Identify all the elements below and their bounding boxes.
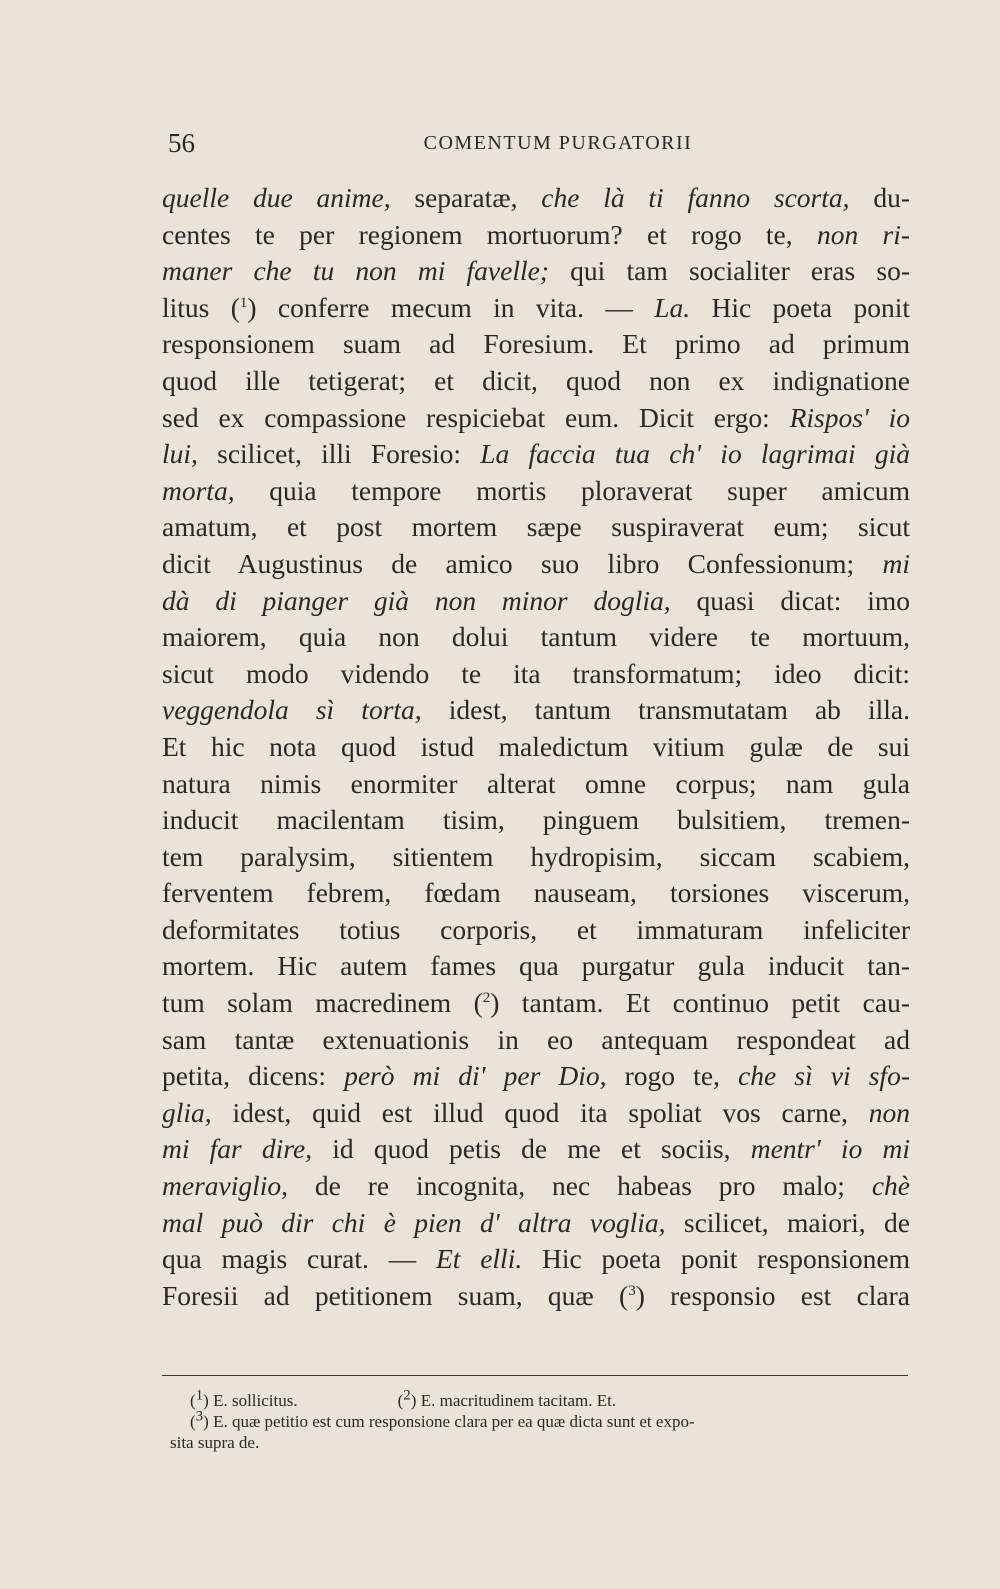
text-line	[162, 1058, 910, 1095]
text-run: petita, dicens:	[162, 1060, 345, 1092]
text-run: ) tantam. Et continuo petit cau-	[490, 987, 910, 1019]
footnote-1: ) E. sollicitus.	[203, 1391, 298, 1410]
text-line	[162, 1168, 910, 1205]
italic-quote: non	[868, 1096, 910, 1128]
text-run: quia tempore mortis ploraverat super amicum	[234, 474, 910, 506]
text-line	[162, 217, 910, 254]
text-line	[162, 985, 910, 1022]
text-line	[162, 1205, 910, 1242]
text-run: du-	[849, 182, 910, 213]
footnote-3-continued: sita supra de.	[170, 1433, 260, 1452]
footnote-3: ) E. quæ petitio est cum responsione clara per ea quæ dicta sunt et expo-	[203, 1412, 695, 1431]
italic-quote: quelle due anime,	[162, 182, 391, 213]
text-line	[162, 875, 910, 912]
text-run: centes te per regionem mortuorum? et rogo te,	[162, 218, 817, 250]
page-number: 56	[168, 128, 195, 158]
text-run: maiorem, quia non dolui tantum videre te mortuum,	[162, 621, 910, 653]
text-run: rogo te,	[606, 1060, 739, 1092]
text-line	[162, 839, 910, 876]
italic-quote: maner che tu non mi favelle;	[162, 255, 549, 287]
text-run: Foresii ad petitionem suam, quæ (	[162, 1279, 629, 1311]
text-line	[162, 583, 910, 620]
footnotes	[170, 1387, 908, 1453]
text-run: deformitates totius corporis, et immaturam infeliciter	[162, 913, 910, 945]
text-line	[162, 290, 910, 327]
footnote-row: ($^1$) E. sollicitus. ($^2$) E. macritudinem tacitam. Et.	[190, 1387, 617, 1410]
italic-quote: dà di pianger già non minor doglia,	[162, 584, 671, 616]
text-line	[162, 1278, 910, 1315]
text-run: Hic poeta ponit responsionem	[522, 1243, 910, 1275]
italic-quote: glia,	[162, 1096, 212, 1128]
footnote-mark: 1	[195, 1387, 204, 1404]
text-run: litus (	[162, 291, 240, 323]
italic-quote: meraviglio,	[162, 1170, 289, 1202]
italic-quote: La faccia tua ch' io lagrimai già	[480, 438, 910, 470]
text-line	[162, 436, 910, 473]
italic-quote: chè	[871, 1170, 910, 1202]
text-line	[162, 363, 910, 400]
text-line	[162, 1022, 910, 1059]
text-line	[162, 619, 910, 656]
footnote-row: ($^3$) E. quæ petitio est cum responsione clara per ea quæ dicta sunt et expo-	[190, 1408, 695, 1431]
text-run: de re incognita, nec habeas pro malo;	[288, 1170, 872, 1202]
text-run: idest, quid est illud quod ita spoliat vos carne,	[211, 1096, 869, 1128]
footnote-ref: 2	[482, 989, 491, 1006]
text-line	[162, 400, 910, 437]
text-line	[162, 912, 910, 949]
italic-quote: non ri-	[816, 218, 910, 250]
italic-quote: morta,	[162, 474, 235, 506]
page-header	[168, 128, 908, 168]
main-text	[162, 180, 910, 1314]
italic-quote: mentr' io mi	[750, 1133, 910, 1165]
text-run: Et hic nota quod istud maledictum vitium gulæ de sui	[162, 730, 910, 762]
text-run: quasi dicat: imo	[670, 584, 911, 616]
text-run: sicut modo videndo te ita transformatum; ideo dicit:	[162, 657, 910, 689]
text-line	[162, 546, 910, 583]
text-run: qui tam socialiter eras so-	[548, 255, 910, 287]
text-run: dicit Augustinus de amico suo libro Confessionum;	[162, 547, 883, 579]
italic-quote: Et elli.	[435, 1243, 523, 1275]
text-line	[162, 1131, 910, 1168]
text-run: separatæ,	[390, 182, 542, 213]
text-run: ) conferre mecum in vita. —	[247, 291, 655, 323]
text-run: ferventem febrem, fœdam nauseam, torsiones viscerum,	[162, 877, 910, 909]
text-run: sed ex compassione respiciebat eum. Dicit ergo:	[162, 401, 790, 433]
italic-quote: La.	[654, 291, 691, 323]
text-line	[162, 473, 910, 510]
text-run: tum solam macredinem (	[162, 987, 483, 1019]
text-run: amatum, et post mortem sæpe suspiraverat eum; sicut	[162, 511, 910, 543]
italic-quote: veggendola sì torta,	[162, 694, 422, 726]
text-run: quod ille tetigerat; et dicit, quod non ex indignatione	[162, 364, 910, 396]
text-run: mortem. Hic autem fames qua purgatur gula inducit tan-	[162, 950, 910, 982]
text-run: inducit macilentam tisim, pinguem bulsitiem, tremen-	[162, 804, 910, 836]
footnote-mark: 3	[195, 1408, 204, 1425]
text-run: Hic poeta ponit	[690, 291, 910, 323]
text-line	[162, 948, 910, 985]
text-line	[162, 802, 910, 839]
footnote-ref: 3	[628, 1282, 636, 1299]
text-run: scilicet, maiori, de	[665, 1206, 911, 1238]
text-line	[162, 253, 910, 290]
italic-quote: mal può dir chi è pien d' altra voglia,	[162, 1206, 666, 1238]
footnote-rule	[162, 1375, 908, 1376]
text-run: id quod petis de me et sociis,	[312, 1133, 751, 1165]
italic-quote: che sì vi sfo-	[738, 1060, 910, 1092]
italic-quote: che là ti fanno scorta,	[541, 182, 850, 213]
text-run: qua magis curat. —	[162, 1243, 436, 1275]
text-run: responsionem suam ad Foresium. Et primo ad primum	[162, 328, 910, 360]
text-line	[162, 326, 910, 363]
text-run: scilicet, illi Foresio:	[197, 438, 481, 470]
text-run: sam tantæ extenuationis in eo antequam respondeat ad	[162, 1023, 910, 1055]
text-run: natura nimis enormiter alterat omne corpus; nam gula	[162, 767, 910, 799]
footnote-mark: 2	[403, 1387, 411, 1404]
italic-quote: Rispos' io	[789, 401, 910, 433]
text-line	[162, 656, 910, 693]
footnote-ref: 1	[239, 294, 248, 311]
text-line	[162, 1095, 910, 1132]
text-line	[162, 692, 910, 729]
text-run: tem paralysim, sitientem hydropisim, siccam scabiem,	[162, 840, 910, 872]
italic-quote: mi far dire,	[162, 1133, 313, 1165]
text-line	[162, 1241, 910, 1278]
footnote-2: ) E. macritudinem tacitam. Et.	[410, 1391, 617, 1410]
italic-quote: però mi di' per Dio,	[344, 1060, 607, 1092]
italic-quote: lui,	[162, 438, 198, 470]
text-line	[162, 180, 910, 217]
running-title: COMENTUM PURGATORII	[423, 132, 693, 154]
text-run: idest, tantum transmutatam ab illa.	[421, 694, 911, 726]
text-run: ) responsio est clara	[635, 1279, 910, 1311]
text-line	[162, 766, 910, 803]
text-line	[162, 729, 910, 766]
text-line	[162, 509, 910, 546]
italic-quote: mi	[882, 547, 910, 579]
